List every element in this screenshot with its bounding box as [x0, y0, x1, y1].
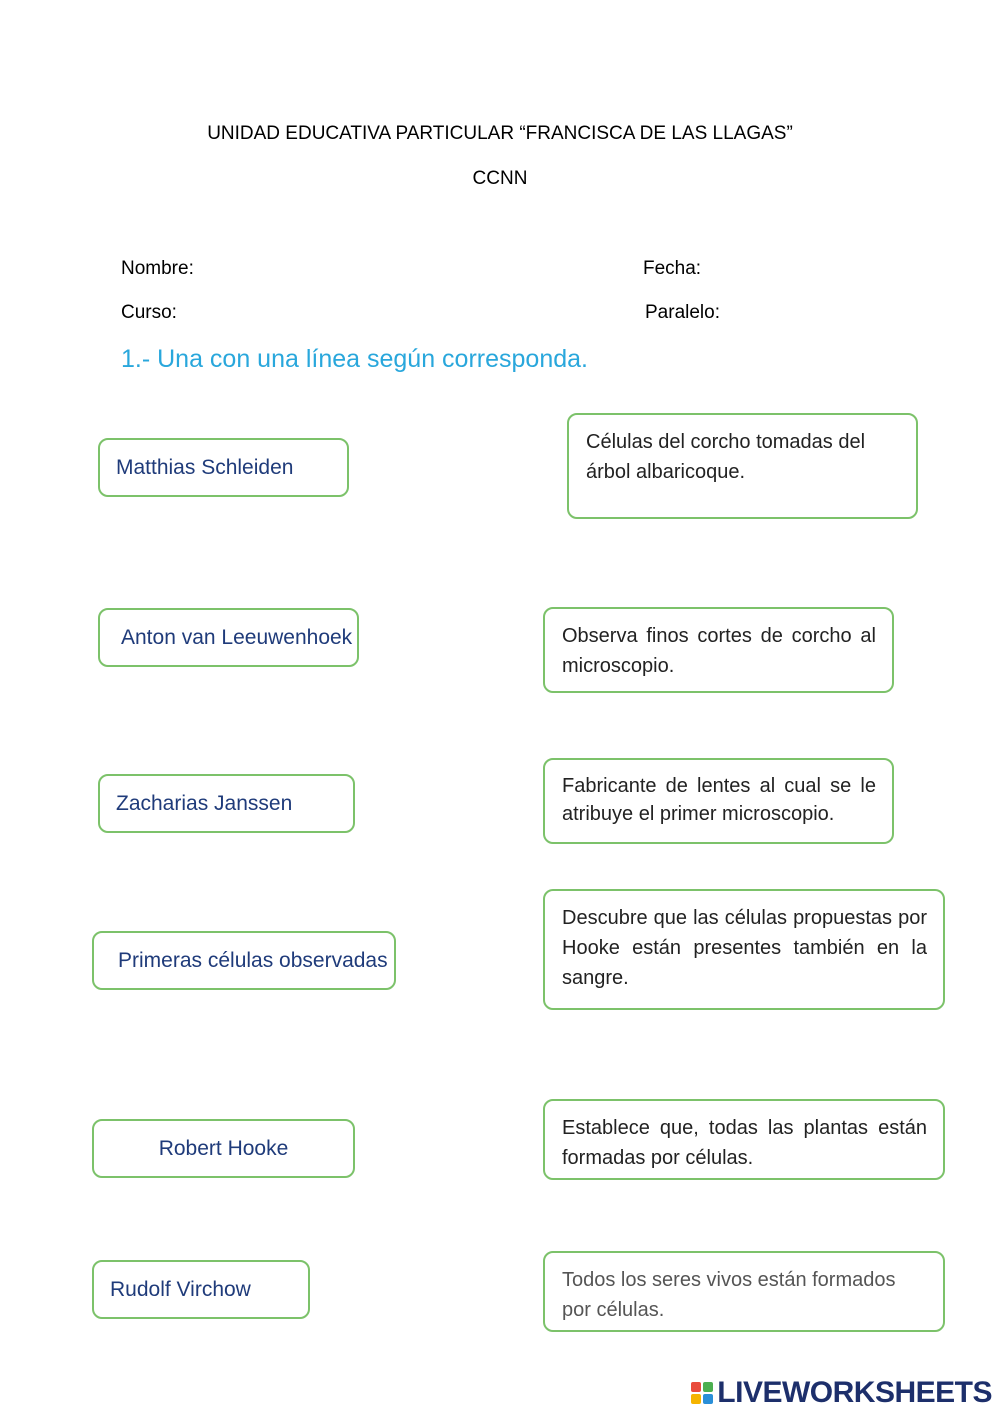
course-label: Curso: — [121, 302, 177, 323]
section-label: Paralelo: — [645, 302, 720, 323]
logo-square-2 — [703, 1382, 713, 1392]
left-item-label: Matthias Schleiden — [116, 455, 294, 479]
liveworksheets-brand — [691, 1376, 992, 1410]
instruction-heading: 1.- Una con una línea según corresponda. — [121, 345, 588, 373]
logo-square-3 — [691, 1394, 701, 1404]
right-item-2[interactable] — [543, 607, 894, 693]
right-item-6[interactable] — [543, 1251, 945, 1332]
left-item-2[interactable] — [98, 608, 359, 667]
left-item-5[interactable] — [92, 1119, 355, 1178]
right-item-text: Células del corcho tomadas del árbol albaricoque. — [586, 431, 866, 483]
subject-title: CCNN — [472, 168, 528, 189]
right-item-text: Fabricante de lentes al cual se le atribuye el primer microscopio. — [562, 775, 876, 825]
right-item-4[interactable] — [543, 889, 945, 1010]
liveworksheets-logo-icon — [691, 1382, 713, 1404]
left-item-4[interactable] — [92, 931, 396, 990]
left-item-1[interactable] — [98, 438, 349, 497]
brand-text: LIVEWORKSHEETS — [717, 1376, 992, 1409]
school-title: UNIDAD EDUCATIVA PARTICULAR “FRANCISCA DE LAS LLAGAS” — [207, 123, 793, 144]
right-item-3[interactable] — [543, 758, 894, 844]
date-label: Fecha: — [643, 258, 702, 279]
right-item-text: Todos los seres vivos están formados por células. — [562, 1269, 896, 1321]
name-label: Nombre: — [121, 258, 194, 279]
left-item-label: Robert Hooke — [158, 1136, 289, 1160]
left-item-3[interactable] — [98, 774, 355, 833]
left-item-6[interactable] — [92, 1260, 310, 1319]
right-item-1[interactable] — [567, 413, 918, 519]
left-item-label: Anton van Leeuwenhoek — [121, 625, 353, 649]
left-item-label: Rudolf Virchow — [110, 1277, 251, 1301]
logo-square-4 — [703, 1394, 713, 1404]
right-item-text: Establece que, todas las plantas están formadas por células. — [562, 1117, 927, 1169]
left-item-label: Zacharias Janssen — [116, 791, 293, 815]
right-item-5[interactable] — [543, 1099, 945, 1180]
logo-square-1 — [691, 1382, 701, 1392]
right-item-text: Observa finos cortes de corcho al microscopio. — [562, 625, 876, 677]
right-item-text: Descubre que las células propuestas por Hooke están presentes también en la sangre. — [562, 907, 927, 989]
left-item-label: Primeras células observadas — [118, 948, 388, 972]
